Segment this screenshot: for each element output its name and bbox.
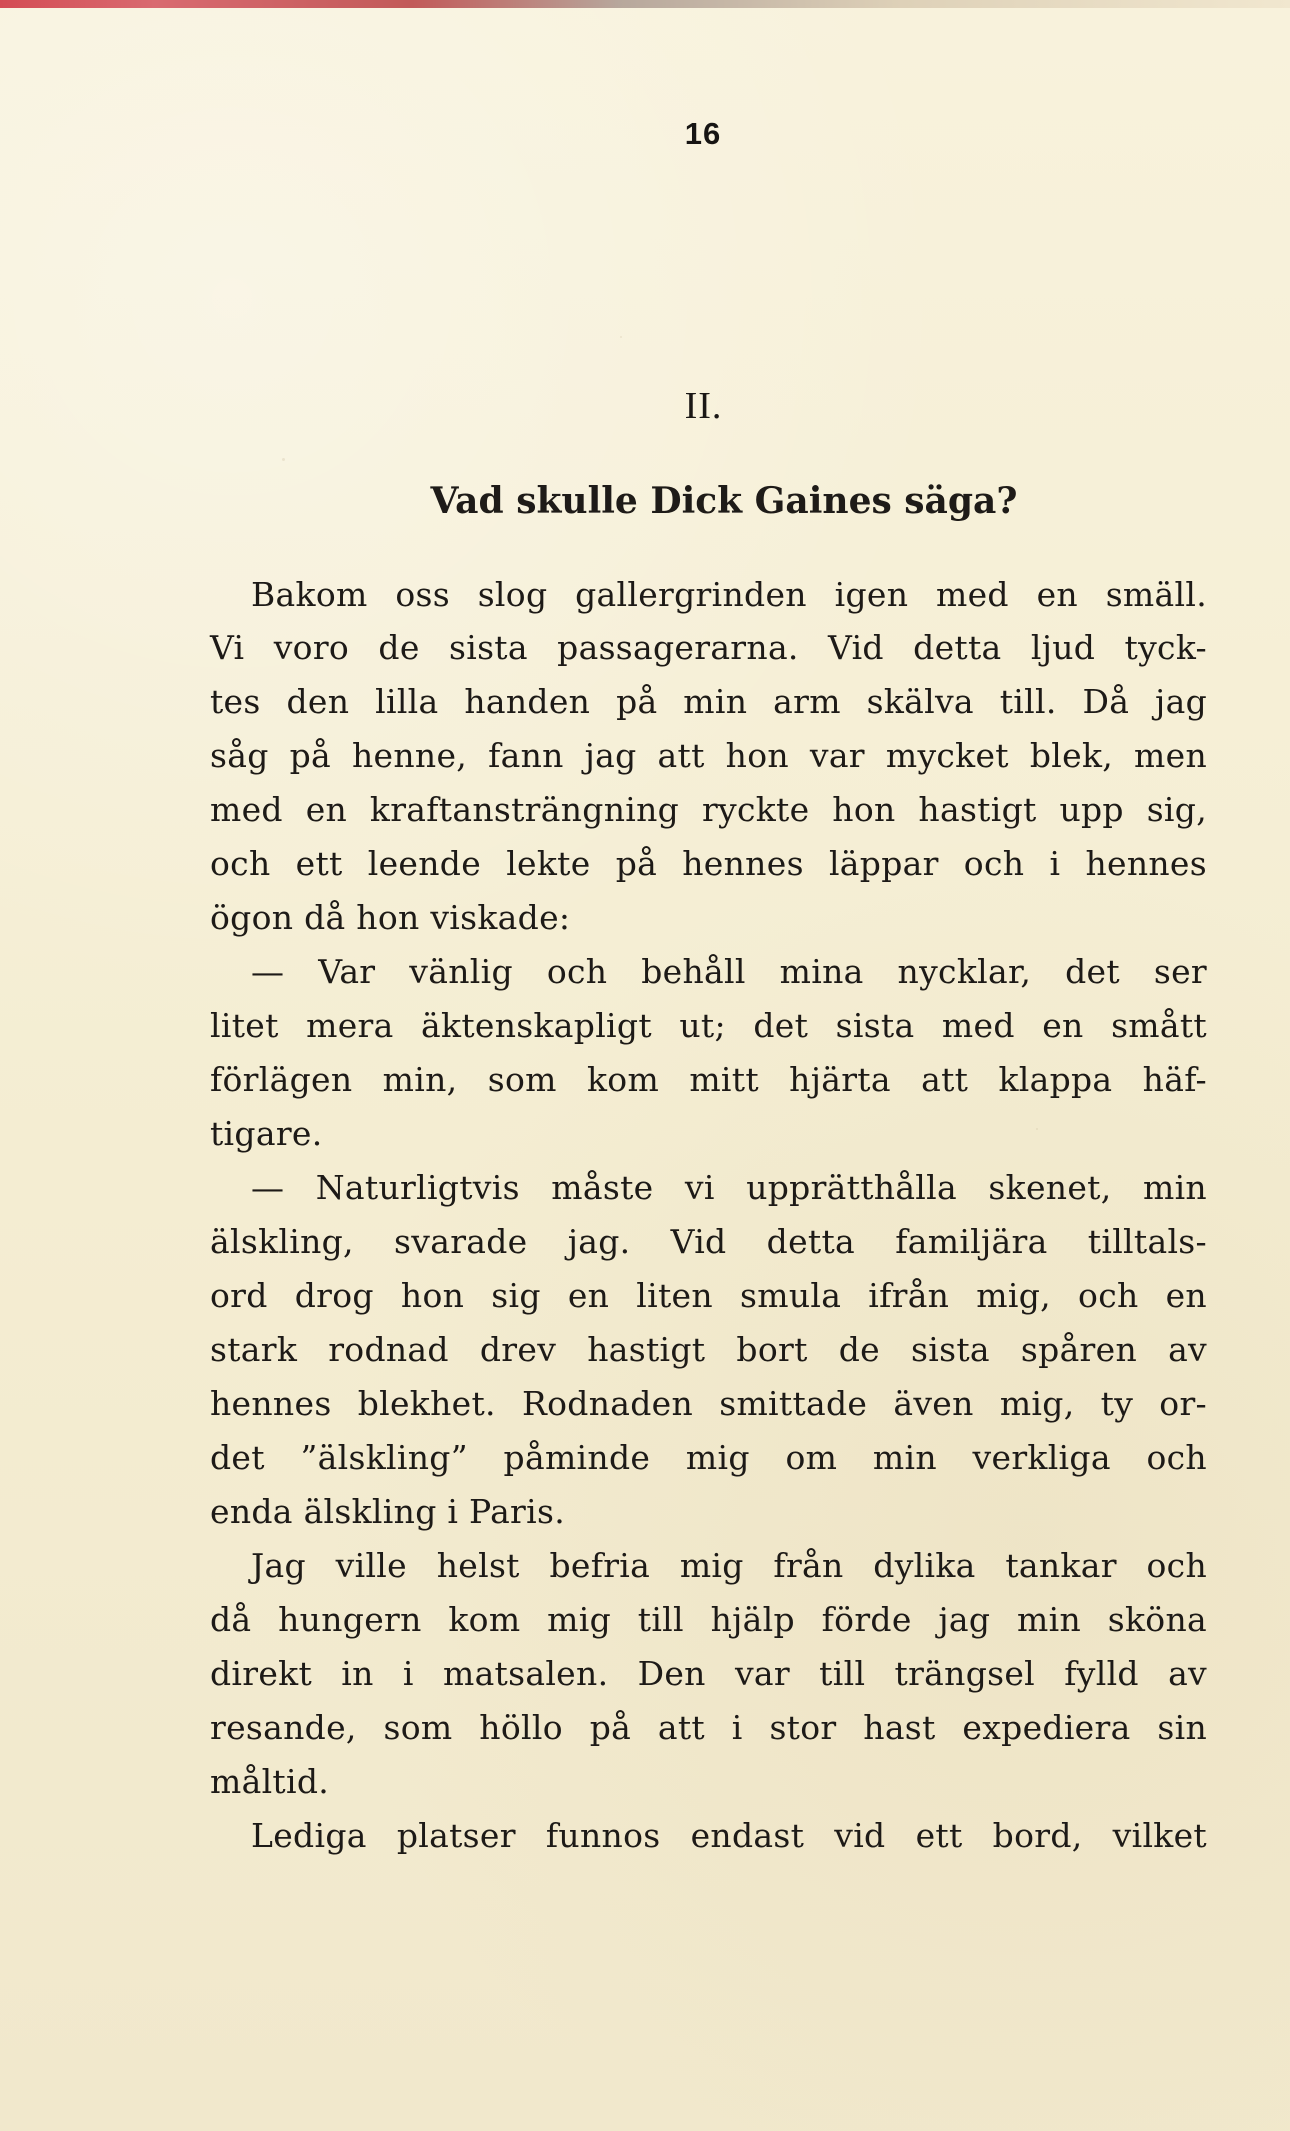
text-line: resande, som höllo på att i stor hast expediera sin (210, 1708, 1207, 1747)
chapter-number: II. (684, 385, 723, 427)
text-line: måltid. (210, 1762, 330, 1801)
text-line: med en kraftansträngning ryckte hon hastigt upp sig, (210, 790, 1207, 829)
text-line: litet mera äktenskapligt ut; det sista med en smått (210, 1006, 1207, 1045)
text-line: stark rodnad drev hastigt bort de sista spåren av (210, 1330, 1207, 1369)
text-line: älskling, svarade jag. Vid detta familjära tilltals- (210, 1222, 1207, 1261)
text-line: det ”älskling” påminde mig om min verkliga och (210, 1438, 1207, 1477)
text-line: enda älskling i Paris. (210, 1492, 566, 1531)
text-line: ord drog hon sig en liten smula ifrån mig, och en (210, 1276, 1207, 1315)
chapter-title: Vad skulle Dick Gaines säga? (430, 480, 1018, 522)
paper-speck (282, 458, 285, 461)
text-line: — Naturligtvis måste vi upprätthålla skenet, min (251, 1168, 1207, 1207)
text-line: tigare. (210, 1114, 323, 1153)
text-line: Lediga platser funnos endast vid ett bord, vilket (251, 1816, 1207, 1855)
text-line: och ett leende lekte på hennes läppar och i hennes (210, 844, 1207, 883)
text-line: Jag ville helst befria mig från dylika tankar och (251, 1546, 1207, 1585)
paper-speck (620, 336, 622, 338)
text-line: förlägen min, som kom mitt hjärta att klappa häf- (210, 1060, 1207, 1099)
text-line: såg på henne, fann jag att hon var mycket blek, men (210, 736, 1207, 775)
page-number: 16 (684, 116, 722, 151)
text-line: ögon då hon viskade: (210, 898, 571, 937)
text-line: — Var vänlig och behåll mina nycklar, det ser (251, 952, 1207, 991)
text-line: Bakom oss slog gallergrinden igen med en smäll. (251, 575, 1207, 614)
text-line: hennes blekhet. Rodnaden smittade även mig, ty or- (210, 1384, 1207, 1423)
text-line: tes den lilla handen på min arm skälva till. Då jag (210, 682, 1207, 721)
text-line: då hungern kom mig till hjälp förde jag min sköna (210, 1600, 1207, 1639)
text-line: Vi voro de sista passagerarna. Vid detta ljud tyck- (210, 628, 1207, 667)
text-line: direkt in i matsalen. Den var till trängsel fylld av (210, 1654, 1207, 1693)
paper-speck (1036, 1128, 1038, 1130)
